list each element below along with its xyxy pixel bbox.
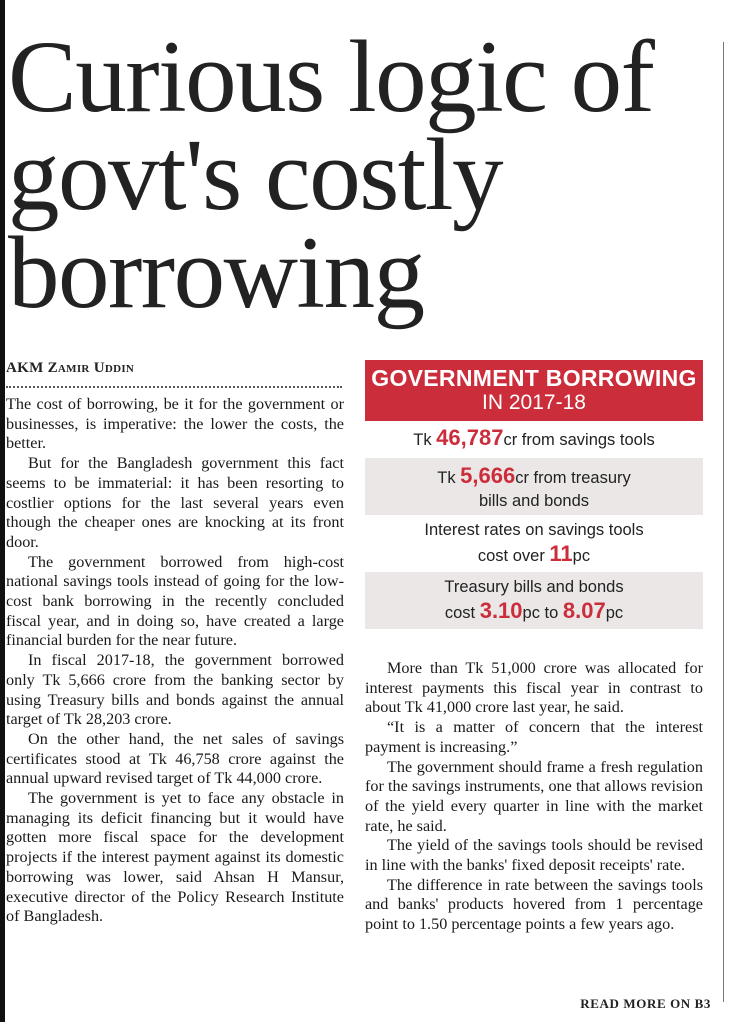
info-text: Interest rates on savings tools (424, 521, 644, 539)
paragraph: The government borrowed from high-cost national savings tools instead of going for the low-cost bank borrowing in the recently concluded fiscal year, and in doing so, have created a large financial burden for the near future. (6, 552, 344, 650)
info-text: bills and bonds (478, 492, 590, 510)
info-text: cost (444, 604, 480, 622)
info-row-interest (365, 515, 703, 572)
info-figure: 46,787 (436, 425, 504, 450)
paragraph: More than Tk 51,000 crore was allocated for interest payments this fiscal year in contrast to about Tk 41,000 crore last year, he said. (365, 659, 703, 717)
info-figure: 11 (549, 541, 573, 566)
paragraph: The government should frame a fresh regulation for the savings instruments, one that allows revision of the yield every quarter in line with the market rate, he said. (365, 757, 703, 835)
info-row-treasury (365, 458, 703, 515)
info-text: cr from savings tools (503, 431, 655, 449)
paragraph: “It is a matter of concern that the interest payment is increasing.” (365, 718, 703, 756)
info-text: pc (572, 547, 591, 565)
paragraph: The government is yet to face any obstacle in managing its deficit financing but it would have gotten more fiscal space for the development projects if the interest payment against its domestic borrowing was lower, said Ahsan H Mansur, executive director of the Policy Research Institute of Bangladesh. (6, 789, 344, 926)
info-row-savings (365, 421, 703, 458)
left-edge-bar (0, 0, 5, 1022)
info-box (365, 360, 703, 629)
byline: AKM Zamir Uddin (6, 360, 135, 376)
paragraph: But for the Bangladesh government this fact seems to be immaterial: it has been resorting to costlier options for the last several years even though the cheaper ones are knocking at its front door. (6, 454, 344, 551)
info-text: Treasury bills and bonds (444, 578, 624, 596)
info-figure: 5,666 (460, 463, 516, 488)
column-rule (723, 42, 724, 1002)
paragraph: The cost of borrowing, be it for the government or businesses, is imperative: the lower the costs, the better. (6, 395, 344, 453)
paragraph: On the other hand, the net sales of savings certificates stood at Tk 46,758 crore against the annual upward revised target of Tk 44,000 crore. (6, 729, 344, 788)
right-column (365, 659, 703, 935)
info-figure: 8.07 (562, 598, 606, 623)
paragraph: The difference in rate between the savings tools and banks' products hovered from 1 percentage point to 1.50 percentage points a few years ago. (365, 875, 703, 934)
paragraph: In fiscal 2017-18, the government borrowed only Tk 5,666 crore from the banking sector by using Treasury bills and bonds against the annual target of Tk 28,203 crore. (6, 651, 344, 729)
paragraph: The yield of the savings tools should be revised in line with the banks' fixed deposit receipts' rate. (365, 836, 703, 875)
left-column (6, 395, 344, 927)
info-box-title: GOVERNMENT BORROWING (371, 365, 697, 391)
info-text: Tk (437, 469, 461, 487)
info-box-subtitle: IN 2017-18 (482, 391, 586, 414)
byline-divider (6, 386, 342, 388)
info-text: pc (605, 604, 624, 622)
info-text: cost over (477, 547, 550, 565)
info-text: cr from treasury (515, 469, 631, 487)
info-figure: 3.10 (479, 598, 523, 623)
info-text: Tk (413, 431, 437, 449)
headline: Curious logic of govt's costly borrowing (8, 20, 654, 330)
info-box-header (365, 360, 703, 421)
read-more-link[interactable]: READ MORE ON B3 (580, 996, 711, 1011)
info-text: pc to (522, 604, 563, 622)
info-row-bills-cost (365, 572, 703, 629)
